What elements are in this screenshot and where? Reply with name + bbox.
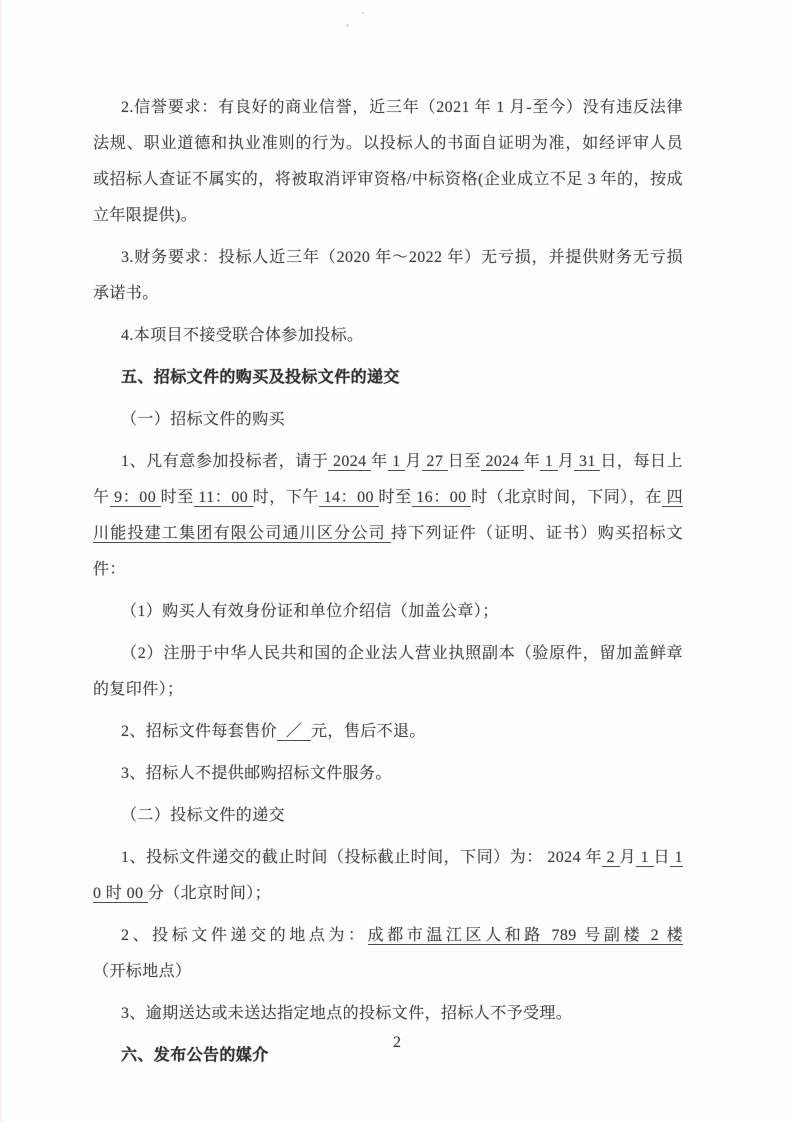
page-number: 2 [393,1034,401,1051]
filled-blank: 2 [602,849,620,866]
text-run: 3、逾期送达或未送达指定地点的投标文件，招标人不予受理。 [121,1005,573,1022]
para-submission-deadline [93,840,683,912]
filled-blank: 10 时 00 [93,849,684,902]
text-run: 月 [619,849,637,866]
text-run: 五、招标文件的购买及投标文件的递交 [121,369,400,386]
text-run: 分（北京时间）； [147,885,272,902]
text-run: 3、招标人不提供邮购招标文件服务。 [121,765,392,782]
subheading-5-2-bid-submission [93,798,683,834]
text-run: 2.信誉要求：有良好的商业信誉，近三年（2021 年 1 月-至今）没有违反法律法规、职业道德和执业准则的行为。以投标人的书面自证明为准，如经评审人员或招标人查证不属实的，将被取消评审资格/中标资格(企业成立不足 3 年的，按成立年限提供)。 [93,99,683,224]
text-run: （二）投标文件的递交 [121,807,286,824]
filled-blank: 1 [387,453,406,470]
text-run: 年 [371,453,388,470]
text-run: 六、发布公告的媒介 [121,1047,269,1064]
filled-blank: 2024 [480,453,524,470]
para-certificate-license [93,636,683,708]
text-run: 3.财务要求：投标人近三年（2020 年～2022 年）无亏损，并提供财务无亏损承诺书。 [93,249,683,302]
scan-edge-artifact [0,0,2,1122]
filled-blank: ／ [277,723,312,740]
text-run: 月 [557,453,575,470]
para-document-price [93,714,683,750]
para-financial-requirement [93,240,683,312]
text-run: 持下列证件（证明、证书）购买招标文件： [93,525,683,578]
filled-blank: 1 [636,849,654,866]
text-run: （开标地点） [93,963,192,980]
heading-section-5 [93,360,683,396]
text-run: 时至 [160,489,194,506]
filled-blank: 成都市温江区人和路 789 号副楼 2 楼 [367,927,683,944]
text-run: 年 [523,453,541,470]
text-run: （1）购买人有效身份证和单位介绍信（加盖公章）； [121,603,499,620]
para-credit-requirement [93,90,683,234]
text-run: 4.本项目不接受联合体参加投标。 [121,327,364,344]
para-submission-place [93,918,683,990]
para-purchase-time-place [93,444,683,588]
para-no-mail-order [93,756,683,792]
filled-blank: 31 [574,453,601,470]
scan-speck-artifact [362,12,364,14]
text-run: （一）招标文件的购买 [121,411,286,428]
filled-blank: 16：00 [411,489,472,506]
filled-blank: 1 [540,453,558,470]
text-run: 日，每日上午 [93,453,684,506]
scan-speck-artifact [346,24,349,27]
subheading-5-1-document-purchase [93,402,683,438]
text-run: 时，下午 [252,489,320,506]
para-no-consortium [93,318,683,354]
para-late-submission [93,996,683,1032]
filled-blank: 27 [421,453,448,470]
text-run: 2、招标文件每套售价 [121,723,278,740]
text-run: 月 [405,453,422,470]
text-run: 1、投标文件递交的截止时间（投标截止时间，下同）为： 2024 年 [121,849,603,866]
text-run: 时至 [378,489,412,506]
filled-blank: 11：00 [193,489,253,506]
text-run: 日至 [447,453,481,470]
text-run: 日 [653,849,671,866]
text-run: 元，售后不退。 [311,723,426,740]
filled-blank: 四川能投建工集团有限公司通川区分公司 [93,489,683,542]
document-body [93,90,683,1080]
text-run: 2、投标文件递交的地点为： [121,927,368,944]
text-run: 时（北京时间，下同），在 [471,489,662,506]
text-run: （2）注册于中华人民共和国的企业法人营业执照副本（验原件，留加盖鲜章的复印件）； [93,645,683,698]
filled-blank: 9：00 [109,489,161,506]
filled-blank: 14：00 [319,489,379,506]
text-run: 1、凡有意参加投标者，请于 [121,453,329,470]
filled-blank: 2024 [328,453,372,470]
para-certificate-id [93,594,683,630]
